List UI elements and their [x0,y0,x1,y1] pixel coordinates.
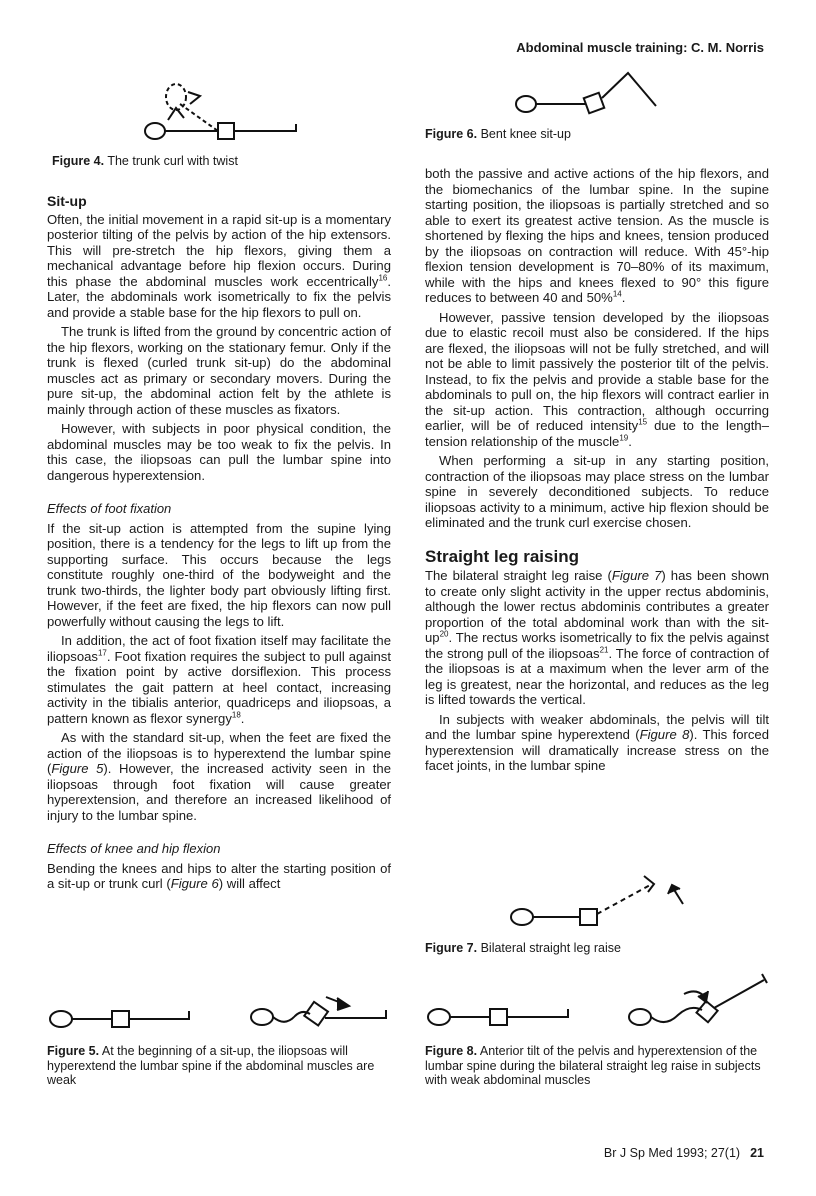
fig8b-curved-spine [651,1008,702,1022]
figure-4-label: Figure 4. [52,154,105,168]
knee-hip-heading: Effects of knee and hip flexion [47,841,221,856]
fig8a-pelvis [490,1009,507,1025]
footer-citation: Br J Sp Med 1993; 27(1) [603,1146,741,1160]
fig7-leg-end [644,876,654,892]
fig5b-arrowhead [337,998,349,1010]
page-footer [604,1146,764,1160]
right-paragraph-2: However, passive tension developed by the iliopsoas due to elastic recoil must also be considered. If the hips are flexed, the iliopsoas will not be fully stretched, and will not be able to limit passively the posterior tilt of the pelvis. Instead, to fix the pelvis and provide a stable base for the abdominals to pull on, the hip flexors will contract earlier in the sit-up action. This contraction, although occurring earlier, will be of reduced intensity$^{15}$ due to the length–tension relationship of the muscle$^{19}$. [425,309,769,449]
figure-4-caption [52,154,382,169]
fig5a-head [50,1011,72,1027]
fig7-leg-dashed [597,884,652,914]
figure-4-text: The trunk curl with twist [107,154,238,168]
fig4-head [145,123,165,139]
figure-8-label: Figure 8. [425,1044,478,1058]
fig8b-arrow [684,991,704,996]
figure-7-text: Bilateral straight leg raise [480,941,621,955]
left-paragraph-3: However, with subjects in poor physical condition, the abdominal muscles may be too weak to fix the pelvis. In this case, the iliopsoas can pull the lumbar spine into dangerous hyperextension. [47,421,391,483]
running-head: Abdominal muscle training: C. M. Norris [516,40,764,55]
fig6-head [516,96,536,112]
fig8b-arrowhead [698,991,708,1002]
fig4-arrow-b [168,108,184,120]
fig7-pelvis [580,909,597,925]
fig7-head [511,909,533,925]
figure-7-caption [425,941,765,956]
foot-fixation-heading: Effects of foot fixation [47,501,172,516]
right-paragraph-1: both the passive and active actions of the hip flexors, and the biomechanics of the lumbar spine. In the supine starting position, the iliopsoas is partially stretched and so able to exert its greatest active tension. As the muscle is shortened by flexing the hips and knees, tension produced by the iliopsoas on contraction will reduce. With 45°-hip flexion tension development is 70–80% of its maximum, while with the hips and knees flexed to 90° this figure reduces to between 40 and 50%$^{14}$. [425,166,769,305]
right-column [425,166,769,778]
figure-8-caption [425,1044,769,1088]
left-paragraph-4: If the sit-up action is attempted from the supine lying position, there is a tendency for the legs to lift up from the supporting surface. This occurs because the legs constitute roughly one-third of the bodyweight and the trunk two-thirds, the lighter body part obviously lifting first. However, if the feet are fixed, the hip flexors can now pull powerfully without causing the legs to lift. [47,520,391,629]
figure-6-text: Bent knee sit-up [480,127,571,141]
figure-6-label: Figure 6. [425,127,478,141]
fig7-lift-arrowhead [668,885,680,894]
fig5b-arrow [326,997,344,1004]
figure-7-label: Figure 7. [425,941,478,955]
left-column [47,194,391,896]
figure-5-caption [47,1044,391,1088]
right-paragraph-5: In subjects with weaker abdominals, the pelvis will tilt and the lumbar spine hyperextend (Figure 8). This forced hyperextension will dramatically increase stress on the facet joints, in the lumbar spine [425,711,769,773]
fig5a-pelvis [112,1011,129,1027]
fig8b-pelvis [696,1001,717,1022]
fig4-twist-head [166,84,186,110]
figure-6-caption [425,127,765,142]
figure-8-text: Anterior tilt of the pelvis and hyperextension of the lumbar spine during the bilateral straight leg raise in subjects with weak abdominal muscles [425,1044,761,1087]
fig4-arrow-a [188,92,200,104]
figure-5-text: At the beginning of a sit-up, the iliopsoas will hyperextend the lumbar spine if the abdominal muscles are weak [47,1044,375,1087]
figure-5-label: Figure 5. [47,1044,100,1058]
page-number: 21 [750,1146,764,1160]
straight-leg-heading: Straight leg raising [425,546,579,566]
fig5b-pelvis [304,1002,328,1026]
left-paragraph-7: Bending the knees and hips to alter the starting position of a sit-up or trunk curl (Figure 6) will affect [47,860,391,891]
fig6-bent-legs [602,73,656,106]
fig5b-head [251,1009,273,1025]
fig8b-raised-legs [714,980,764,1008]
left-paragraph-5: In addition, the act of foot fixation itself may facilitate the iliopsoas$^{17}$. Foot fixation requires the subject to pull against the fixation point by active dorsiflexion. This process stimulates the gait pattern at heel contact, increasing activity in the tibialis anterior, quadriceps and iliopsoas, a pattern known as flexor synergy$^{18}$. [47,633,391,726]
fig4-twist-line [180,104,218,131]
fig4-pelvis [218,123,234,139]
left-paragraph-2: The trunk is lifted from the ground by concentric action of the hip flexors, working on the stationary femur. Only if the trunk is flexed (curled trunk sit-up) do the abdominal muscles act as primary or secondary movers. During the pure sit-up, the abdominal action felt by the athlete is mainly through action of these muscles as fixators. [47,324,391,417]
left-paragraph-6: As with the standard sit-up, when the feet are fixed the action of the iliopsoas is to hyperextend the lumbar spine (Figure 5). However, the increased activity seen in the iliopsoas through foot fixation will cause greater hyperextension, and therefore an increased likelihood of injury to the lumbar spine. [47,730,391,823]
situp-heading: Sit-up [47,193,87,209]
left-paragraph-1: Often, the initial movement in a rapid sit-up is a momentary posterior tilting of the pelvis by action of the hip extensors. This will pre-stretch the hip flexors, giving them a mechanical advantage before hip flexion occurs. During this phase the abdominal muscles work eccentrically$^{16}$. Later, the abdominals work isometrically to fix the pelvis and provide a stable base for the hip flexors to pull on. [47,211,391,320]
right-paragraph-3: When performing a sit-up in any starting position, contraction of the iliopsoas may place stress on the lumbar spine in severely deconditioned subjects. To reduce iliopsoas activity to a minimum, active hip flexion should be eliminated and the trunk curl exercise chosen. [425,453,769,530]
fig8b-leg-end [762,974,767,983]
fig8a-head [428,1009,450,1025]
fig7-lift-arrow [673,888,683,904]
fig8b-head [629,1009,651,1025]
fig6-pelvis [584,93,605,114]
right-paragraph-4: The bilateral straight leg raise (Figure 7) has been shown to create only slight activity in the upper rectus abdominis, although the lower rectus abdominis contributes a greater proportion of the total abdominal work than with the sit-$up^{20}$. The rectus works isometrically to fix the pelvis against the strong pull of the iliopsoas$^{21}$. The force of contraction of the iliopsoas is at a maximum when the lever arm of the leg is greatest, near the horizontal, and reduces as the leg is lifted towards the vertical. [425,568,769,707]
fig5b-curved-spine [273,1012,310,1022]
